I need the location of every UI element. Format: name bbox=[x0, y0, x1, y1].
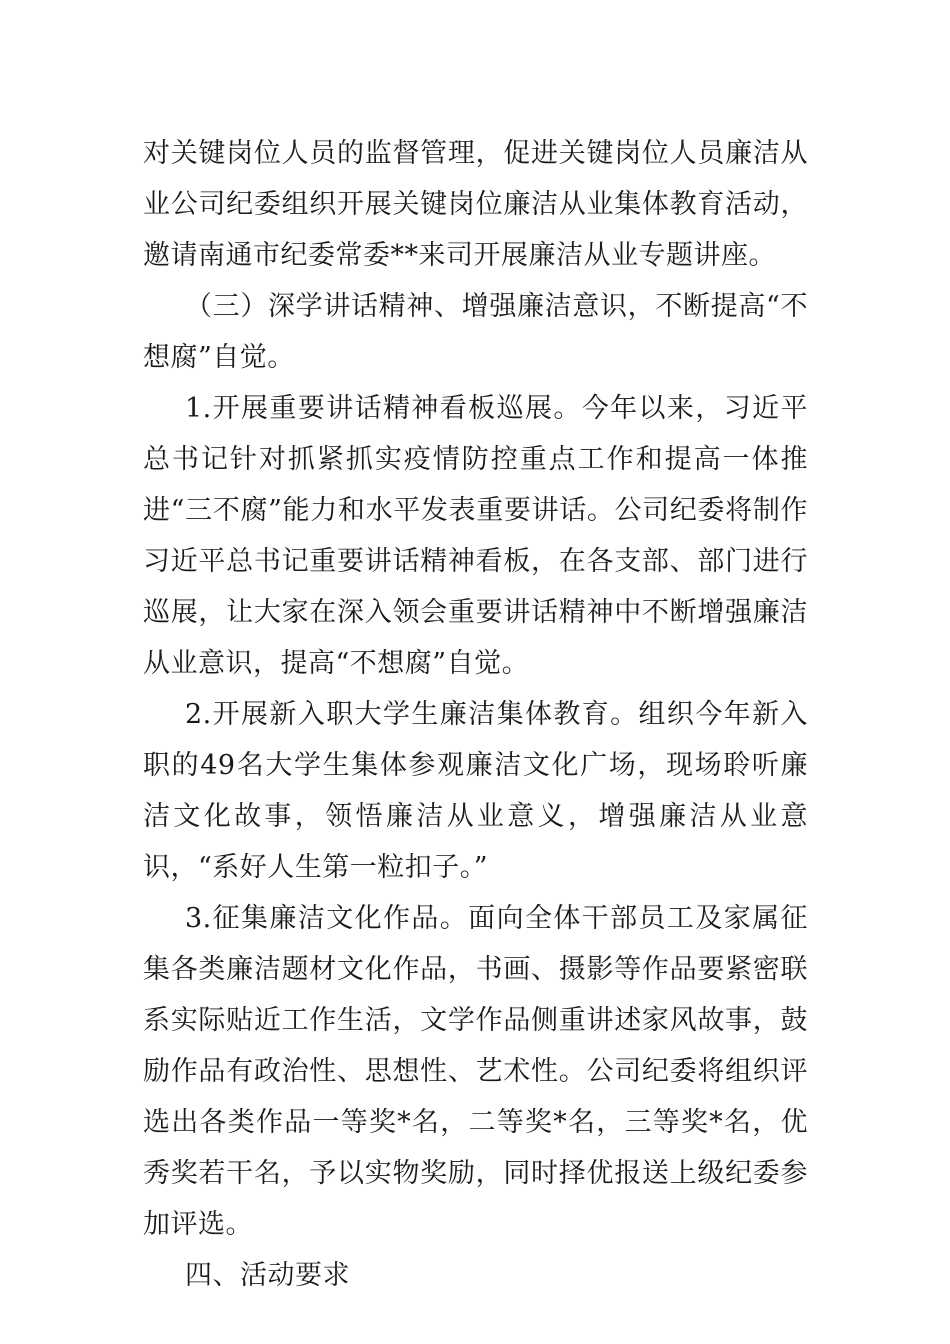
paragraph-culture-works-collection: 3.征集廉洁文化作品。面向全体干部员工及家属征集各类廉洁题材文化作品，书画、摄影等作品要紧密联系实际贴近工作生活，文学作品侧重讲述家风故事，鼓励作品有政治性、思想性、艺术性。公司纪委将组织评选出各类作品一等奖*名，二等奖*名，三等奖*名，优秀奖若干名，予以实物奖励，同时择优报送上级纪委参加评选。 bbox=[143, 903, 808, 1240]
document-body bbox=[143, 128, 808, 1301]
paragraph-new-graduates-education: 2.开展新入职大学生廉洁集体教育。组织今年新入职的49名大学生集体参观廉洁文化广场，现场聆听廉洁文化故事，领悟廉洁从业意义，增强廉洁从业意识，“系好人生第一粒扣子。” bbox=[143, 699, 808, 883]
section-heading-activity-requirements: 四、活动要求 bbox=[185, 1260, 350, 1291]
paragraph-supervision-lecture: 对关键岗位人员的监督管理，促进关键岗位人员廉洁从业公司纪委组织开展关键岗位廉洁从业集体教育活动，邀请南通市纪委常委**来司开展廉洁从业专题讲座。 bbox=[143, 138, 808, 271]
section-heading-study-speech: （三）深学讲话精神、增强廉洁意识，不断提高“不想腐”自觉。 bbox=[143, 291, 808, 373]
paragraph-speech-board-tour: 1.开展重要讲话精神看板巡展。今年以来，习近平总书记针对抓紧抓实疫情防控重点工作和提高一体推进“三不腐”能力和水平发表重要讲话。公司纪委将制作习近平总书记重要讲话精神看板，在各支部、部门进行巡展，让大家在深入领会重要讲话精神中不断增强廉洁从业意识，提高“不想腐”自觉。 bbox=[143, 393, 808, 679]
